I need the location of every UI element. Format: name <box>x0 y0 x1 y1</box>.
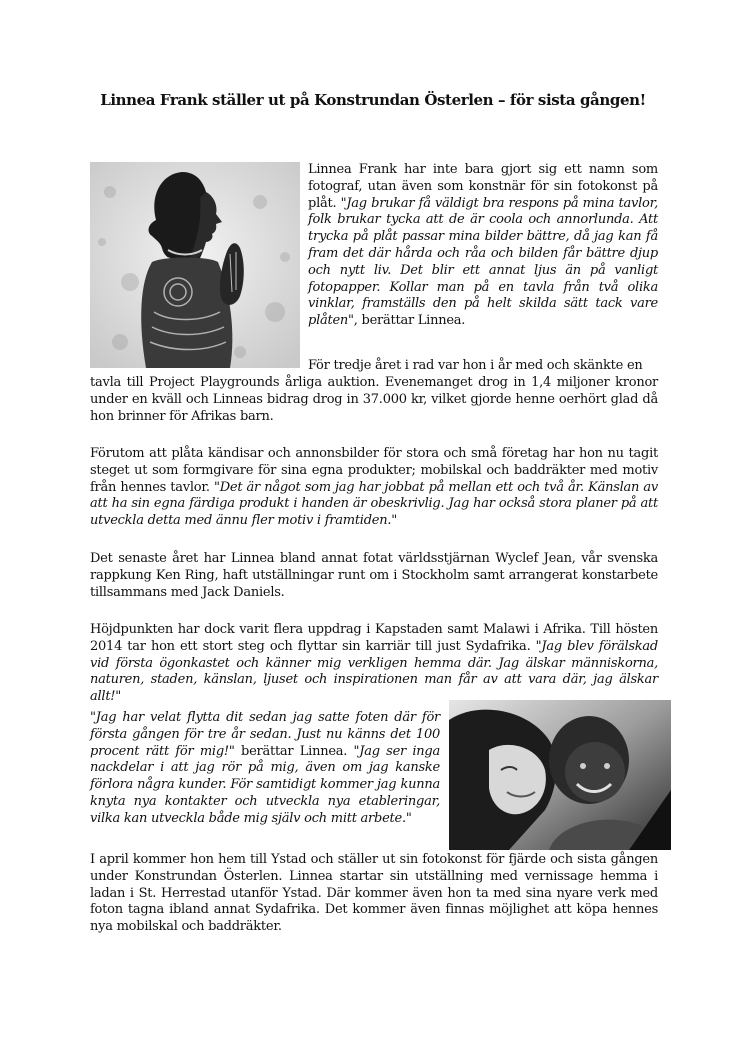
paragraph-2-start: För tredje året i rad var hon i år med och skänkte en <box>308 358 643 373</box>
woman-and-child-photo-icon <box>449 700 671 850</box>
paragraph-7: I april kommer hon hem till Ystad och ställer ut sin fotokonst för fjärde och sista gången under Konstrundan Österlen. Linnea startar sin utställning med vernissage hemma i ladan i St. Herrestad utanför Ystad. Där kommer även hon ta med sina nyare verk med foton tagna ibland annat Sydafrika. Det kommer även finnas möjlighet att köpa hennes nya mobilskal och baddräkter. <box>90 852 658 935</box>
paragraph-6: "Jag har velat flytta dit sedan jag satte foten där för första gången för tre år sedan. Just nu känns det 100 procent rätt för mig!" berättar Linnea. "Jag ser inga nackdelar i att jag rör på mig, även om jag kanske förlora några kunder. För samtidigt kommer jag kunna knyta nya kontakter och utveckla nya etableringar, vilka kan utveckla både mig själv och mitt arbete." <box>90 710 440 826</box>
woman-silhouette-artwork-icon <box>90 162 300 368</box>
paragraph-5: Höjdpunkten har dock varit flera uppdrag i Kapstaden samt Malawi i Afrika. Till hösten 2014 tar hon ett stort steg och flyttar sin karriär till just Sydafrika. "Jag blev förälskad vid första ögonkastet och känner mig verkligen hemma där. Jag älskar människorna, naturen, staden, känslan, ljuset och inspirationen man får av att vara där, jag älskar allt!" <box>90 622 658 705</box>
paragraph-3: Förutom att plåta kändisar och annonsbilder för stora och små företag har hon nu tagit steget ut som formgivare för sina egna produkter; mobilskal och baddräkter med motiv från hennes tavlor. "Det är något som jag har jobbat på mellan ett och två år. Känslan av att ha sin egna färdiga produkt i handen är obeskrivlig. Jag har också stora planer på att utveckla detta med ännu fler motiv i framtiden." <box>90 446 658 529</box>
paragraph-2-rest: tavla till Project Playgrounds årliga auktion. Evenemanget drog in 1,4 miljoner kronor under en kväll och Linneas bidrag drog in 37.000 kr, vilket gjorde henne oerhört glad då hon brinner för Afrikas barn. <box>90 375 658 424</box>
paragraph-4: Det senaste året har Linnea bland annat fotat världsstjärnan Wyclef Jean, vår svenska rappkung Ken Ring, haft utställningar runt om i Stockholm samt arrangerat konstarbete tillsammans med Jack Daniels. <box>90 551 658 600</box>
paragraph-1: Linnea Frank har inte bara gjort sig ett namn som fotograf, utan även som konstnär för sin fotokonst på plåt. "Jag brukar få väldigt bra respons på mina tavlor, folk brukar tycka att de är coola och annorlunda. Att trycka på plåt passar mina bilder bättre, då jag kan få fram det där hårda och råa och bilden får bättre djup och nytt liv. Det blir ett annat ljus än på vanligt fotopapper. Kollar man på en tavla från två olika vinklar, framställs den på helt skilda sätt tack vare plåten", berättar Linnea. <box>308 162 658 329</box>
article-title: Linnea Frank ställer ut på Konstrundan Österlen – för sista gången! <box>100 91 646 109</box>
